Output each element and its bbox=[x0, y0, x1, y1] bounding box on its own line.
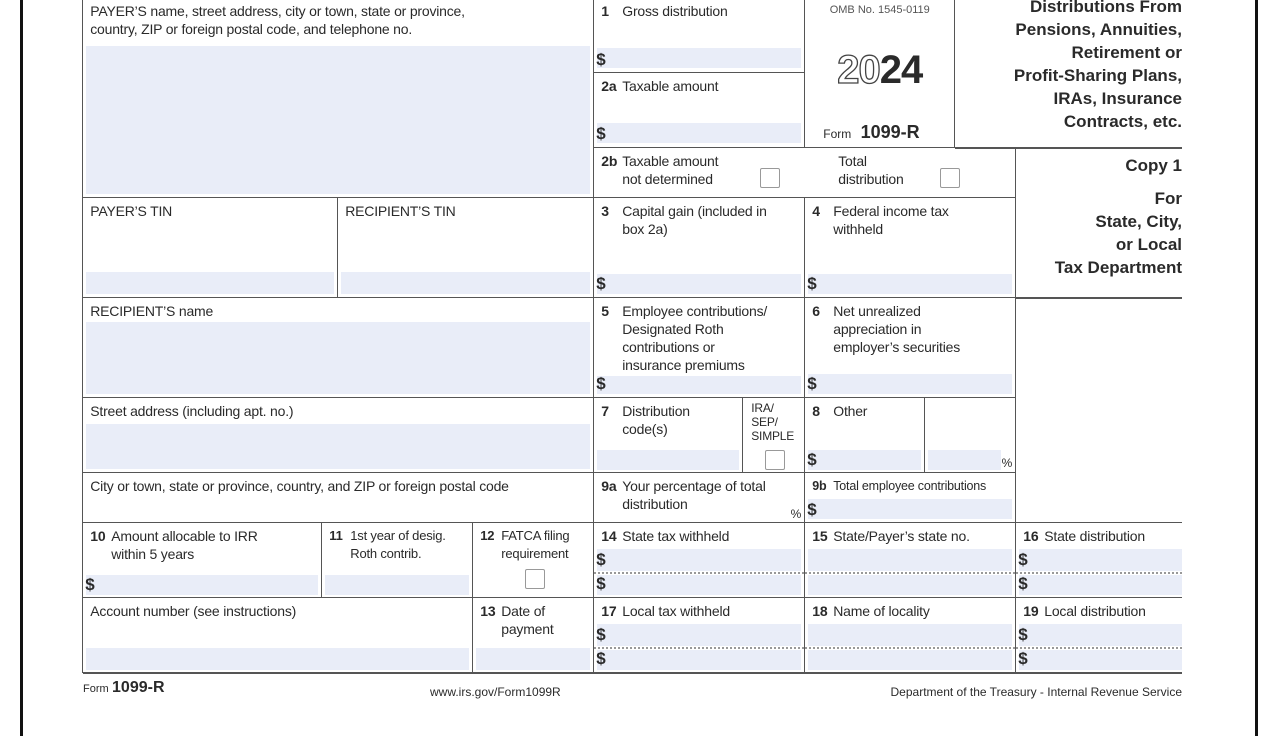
box-4-federal-tax-withheld[interactable]: 4 Federal income tax withheld $ bbox=[804, 197, 1016, 298]
city-box[interactable]: City or town, state or province, country, and ZIP or foreign postal code bbox=[82, 472, 594, 523]
amount-field[interactable] bbox=[597, 376, 801, 394]
taxable-not-determined-checkbox[interactable] bbox=[760, 168, 780, 188]
ira-sep-simple-checkbox[interactable] bbox=[765, 450, 785, 470]
divider bbox=[83, 672, 1182, 674]
footer-agency: Department of the Treasury - Internal Revenue Service bbox=[890, 685, 1182, 699]
box-6-net-unrealized-appreciation[interactable]: 6 Net unrealized appreciation in employer’s securities $ bbox=[804, 297, 1016, 398]
box-label: Gross distribution bbox=[622, 3, 728, 20]
box-15-state-payer-number[interactable]: 15 State/Payer’s state no. bbox=[804, 522, 1016, 598]
box-1-gross-distribution[interactable] bbox=[593, 0, 805, 73]
payer-label: PAYER’S name, street address, city or town, state or province, bbox=[90, 3, 465, 20]
dollar-sign: $ bbox=[596, 124, 606, 144]
box-17-local-tax-withheld[interactable]: 17 Local tax withheld $ $ bbox=[593, 597, 805, 673]
amount-field[interactable] bbox=[86, 575, 318, 595]
amount-field[interactable] bbox=[808, 450, 921, 470]
amount-field[interactable] bbox=[1019, 650, 1182, 670]
amount-field[interactable] bbox=[597, 650, 801, 670]
copy-designation: Copy 1 For State, City, or Local Tax Department bbox=[1054, 156, 1182, 277]
box-9b-total-employee-contributions[interactable]: 9b Total employee contributions $ bbox=[804, 472, 1016, 523]
box-12-fatca: 12 FATCA filing requirement bbox=[472, 522, 594, 598]
dollar-sign: $ bbox=[596, 50, 606, 70]
form-word: Form bbox=[823, 127, 852, 142]
tax-year: 2024 bbox=[837, 48, 923, 93]
account-number-box[interactable]: Account number (see instructions) bbox=[82, 597, 473, 673]
amount-field[interactable] bbox=[597, 575, 801, 595]
amount-field[interactable] bbox=[597, 48, 801, 68]
recipient-tin-box[interactable]: RECIPIENT’S TIN bbox=[337, 197, 594, 298]
amount-field[interactable] bbox=[1019, 549, 1182, 571]
box-2b: 2b Taxable amount not determined Total distribution bbox=[593, 147, 1016, 198]
footer-form-id: Form 1099-R bbox=[83, 679, 165, 696]
distribution-code-field[interactable] bbox=[597, 450, 739, 470]
payer-field[interactable] bbox=[86, 46, 590, 194]
box-8-percent[interactable]: % bbox=[924, 397, 1016, 473]
box-3-capital-gain[interactable]: 3 Capital gain (included in box 2a) $ bbox=[593, 197, 805, 298]
payer-box[interactable] bbox=[82, 0, 594, 198]
fatca-checkbox[interactable] bbox=[525, 569, 545, 589]
amount-field[interactable] bbox=[808, 374, 1012, 394]
amount-field[interactable] bbox=[597, 274, 801, 294]
form-number: 1099-R bbox=[860, 122, 920, 143]
omb-number: OMB No. 1545-0119 bbox=[829, 4, 930, 17]
state-number-field[interactable] bbox=[808, 549, 1012, 571]
date-field[interactable] bbox=[476, 648, 590, 670]
box-2a-taxable-amount[interactable] bbox=[593, 72, 805, 148]
locality-field[interactable] bbox=[808, 650, 1012, 670]
box-19-local-distribution[interactable]: 19 Local distribution $ $ bbox=[1015, 597, 1182, 673]
locality-field[interactable] bbox=[808, 624, 1012, 646]
box-13-date-of-payment[interactable]: 13 Date of payment bbox=[472, 597, 594, 673]
recipient-tin-field[interactable] bbox=[341, 272, 590, 294]
percent-field[interactable] bbox=[928, 450, 1001, 470]
amount-field[interactable] bbox=[808, 274, 1012, 294]
payer-tin-field[interactable] bbox=[86, 272, 334, 294]
amount-field[interactable] bbox=[597, 549, 801, 571]
state-number-field[interactable] bbox=[808, 575, 1012, 595]
divider bbox=[1016, 297, 1182, 299]
footer-url[interactable]: www.irs.gov/Form1099R bbox=[430, 685, 561, 699]
recipient-name-field[interactable] bbox=[86, 322, 590, 394]
amount-field[interactable] bbox=[597, 624, 801, 646]
box-11-roth-first-year[interactable]: 11 1st year of desig. Roth contrib. bbox=[321, 522, 473, 598]
amount-field[interactable] bbox=[1019, 624, 1182, 646]
amount-field[interactable] bbox=[597, 123, 801, 143]
payer-label-2: country, ZIP or foreign postal code, and telephone no. bbox=[90, 21, 413, 38]
total-distribution-checkbox[interactable] bbox=[940, 168, 960, 188]
box-16-state-distribution[interactable]: 16 State distribution $ $ bbox=[1015, 522, 1182, 598]
box-10-irr-amount[interactable]: 10 Amount allocable to IRR within 5 years $ bbox=[82, 522, 322, 598]
street-address-box[interactable]: Street address (including apt. no.) bbox=[82, 397, 594, 473]
payer-tin-box[interactable]: PAYER’S TIN bbox=[82, 197, 338, 298]
box-14-state-tax-withheld[interactable]: 14 State tax withheld $ $ bbox=[593, 522, 805, 598]
recipient-name-box[interactable]: RECIPIENT’S name bbox=[82, 297, 594, 398]
box-7-distribution-codes[interactable]: 7 Distribution code(s) bbox=[593, 397, 743, 473]
box-number: 1 bbox=[601, 3, 609, 20]
box-5-employee-contributions[interactable]: 5 Employee contributions/ Designated Roth contributions or insurance premiums $ bbox=[593, 297, 805, 398]
account-number-field[interactable] bbox=[86, 648, 469, 670]
box-number: 2a bbox=[601, 78, 617, 95]
amount-field[interactable] bbox=[808, 499, 1012, 519]
box-9a-percentage[interactable]: 9a Your percentage of total distribution % bbox=[593, 472, 805, 523]
amount-field[interactable] bbox=[1019, 575, 1182, 595]
box-8-other[interactable]: 8 Other $ bbox=[804, 397, 925, 473]
roth-year-field[interactable] bbox=[325, 575, 469, 595]
box-label: Taxable amount bbox=[622, 78, 719, 95]
omb-year-box bbox=[804, 0, 955, 148]
box-18-name-of-locality[interactable]: 18 Name of locality bbox=[804, 597, 1016, 673]
street-address-field[interactable] bbox=[86, 424, 590, 469]
ira-sep-simple-box: IRA/ SEP/ SIMPLE bbox=[742, 397, 805, 473]
form-title: Distributions From Pensions, Annuities, Retirement or Profit-Sharing Plans, IRAs, Insurance Contracts, etc. bbox=[1013, 0, 1182, 131]
